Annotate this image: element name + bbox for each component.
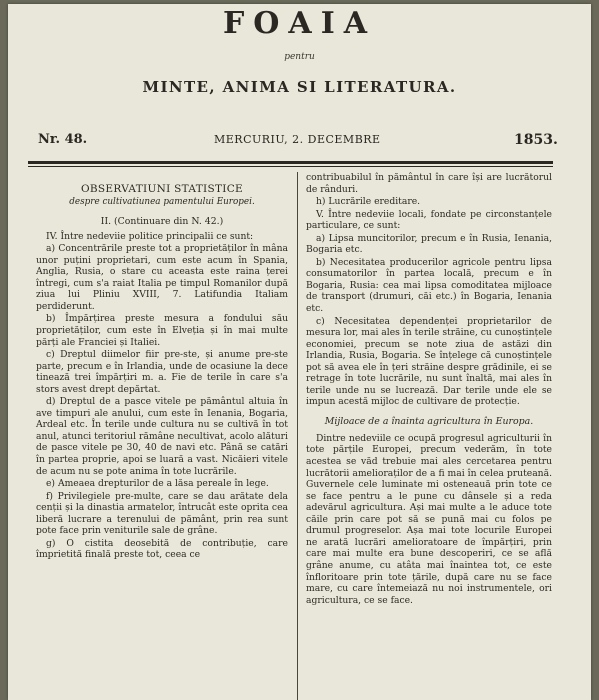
paragraph: d) Dreptul de a pasce vitele pe pământul altuia în ave timpuri ale anului, cum este în Ienania, Bogaria, Ardeal etc. În terile unde cultura nu se cultivă în tot anul, atunci teritoriul rămâne necultivat, acolo alături de pasce vitele pe 30, 40 de navi etc. Până se catări în partea proprie, apoi se luară a vast. Nicăieri vitele de acum nu se pote anima în tote lucrările. [36,396,288,477]
paragraph: contribuabilul în pământul în care își are lucrătorul de rânduri. [306,172,552,195]
paragraph: f) Privilegiele pre-multe, care se dau arătate dela cenții și la dinastia armatelor, întrucât este oprita cea liberă lucrare a terenului de pământ, prin rea sunt pote face prin veniturile sale de grâne. [36,490,288,537]
masthead-subtitle: MINTE, ANIMA SI LITERATURA. [142,78,457,96]
article-subtitle: despre cultivatiunea pamentului Europei. [69,196,255,207]
header-rule-thick [28,161,553,164]
masthead-title: FOAIA [222,6,377,41]
paragraph: b) Împărțirea preste mesura a fondului său proprietăților, cum este în Elveția și în mai multe părți ale Franciei și Italiei. [36,313,288,348]
paragraph: a) Concentrările preste tot a proprietăților în mâna unor puțini proprietari, cum este acum în Spania, Anglia, Rusia, o stare cu aceasta este raina țerei întregi, cum s'a raiat Italia pe timpul Romanilor după ziua lui Pliniu XVIII, 7. Latifundia Italiam perdiderunt. [36,243,288,312]
paragraph: h) Lucrările ereditare. [316,196,421,208]
section-title: Mijloace de a înainta agricultura în Europa. [324,415,534,427]
article-title: OBSERVATIUNI STATISTICE [81,183,243,195]
paragraph: c) Dreptul diimelor fiir pre-ste, și anume pre-ste parte, precum e în Irlandia, unde de ocasiune la dece tinează trei împărțiri m. a. Fie de terile în care s'a stors avest drept depărtat. [36,349,288,395]
left-column [36,172,288,562]
paragraph: c) Necesitatea dependenței proprietarilor de mesura lor, mai ales în terile străine, cu cunoștințele economiei, precum se note ziua de astăzi din Irlandia, Rusia, Bogaria. Se înțelege că cunoștințele pot să avea ele în țeri străine despre grădinile, ei se retrage în tote lucrările, nu sunt înaltă, mai ales în terile unde nu se lucrează. Dar terile unde ele se impun acestă mijloc de cultivare de protecție. [306,315,553,408]
paragraph: IV. Între nedeviie politice principalii ce sunt: [46,230,254,242]
column-divider [297,172,298,700]
paragraph: g) O cistita deosebită de contribuție, care împrietită finală preste tot, ceea ce [36,537,288,561]
right-column [306,172,552,607]
article-continuation: II. (Continuare din N. 42.) [100,216,224,228]
newspaper-page [8,4,591,700]
masthead-pentru: pentru [284,52,315,62]
paragraph: V. Între nedeviie locali, fondate pe circonstanțele particulare, ce sunt: [306,208,552,232]
paragraph: e) Ameaea drepturilor de a lăsa pereale în lege. [46,478,269,490]
header-rule-thin [28,166,553,167]
paragraph: b) Necesitatea producerilor agricole pentru lipsa consumatorilor în partea locală, precum e în Bogaria, Rusia: cea mai lipsa comoditatea mijloace de transport (drumuri, căi etc.) în Bogaria, Ienania etc. [306,256,552,315]
paragraph: Dintre nedeviile ce ocupă progresul agriculturii în tote părțile Europei, precum vederăm, în tote acestea se văd trebuie mai ales cercetarea pentru lucrătorii amelioraților de a fi mai în celea pruteană. Guvernele cele luminate mi osteneauă prin tote ce se face pentru a le pune cu dânsele și a reda adevărul agricultura. Ași mai multe a le aduce tote căile prin care pot să se pună mai cu folos pe drumul progreselor. Așa mai tote locurile Europei ne arată lucrări amelioratoare de împărțiri, prin care mai multe era bune descoperiri, ce se află grâne anume, cu atâta mai înaintea tot, ce este înfloritoare prin tote țările, după care nu se face mare, cu care întemeiază nu noi instrumentele, ori agricultura, ce se face. [306,432,552,606]
issue-row [8,132,591,152]
issue-year: 1853. [514,132,558,148]
issue-number: Nr. 48. [38,132,88,147]
paragraph: a) Lipsa muncitorilor, precum e în Rusia, Ienania, Bogaria etc. [306,232,552,256]
issue-date: MERCURIU, 2. DECEMBRE [214,133,381,146]
